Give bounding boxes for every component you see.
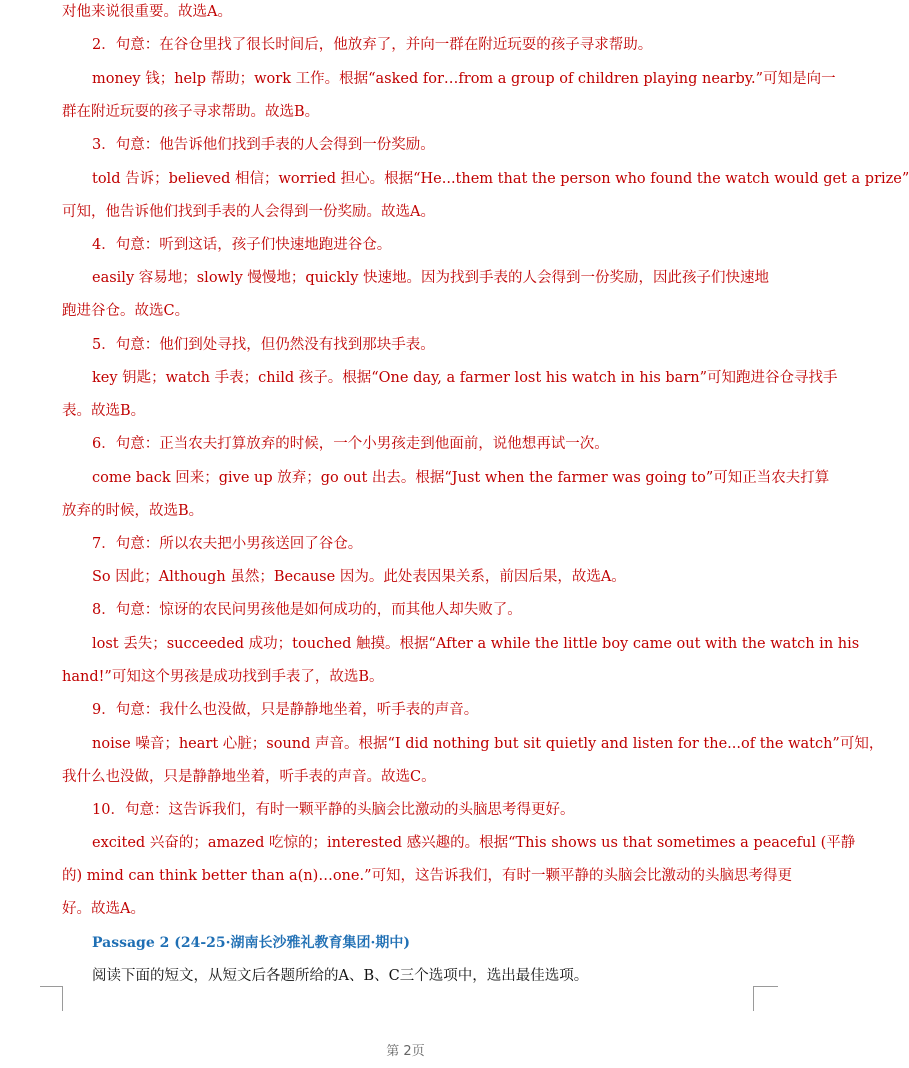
crop-mark-left [40,986,63,1011]
question-9-explanation: noise 噪音；heart 心脏；sound 声音。根据“I did nothing but sit quietly and listen for the...of the watch”可知， [92,736,884,752]
question-8-meaning: 8．句意：惊讶的农民问男孩他是如何成功的，而其他人却失败了。 [92,602,522,618]
question-2-explanation-cont: 群在附近玩耍的孩子寻求帮助。故选B。 [62,104,320,120]
question-7-explanation: So 因此；Although 虽然；Because 因为。此处表因果关系，前因后果，故选A。 [92,569,626,585]
question-2-explanation: money 钱；help 帮助；work 工作。根据“asked for…from a group of children playing nearby.”可知是向一 [92,71,836,87]
question-10-explanation-end: 好。故选A。 [62,901,145,917]
question-3-meaning: 3．句意：他告诉他们找到手表的人会得到一份奖励。 [92,137,435,153]
question-3-explanation-cont: 可知，他告诉他们找到手表的人会得到一份奖励。故选A。 [62,204,435,220]
question-5-explanation-cont: 表。故选B。 [62,403,146,419]
question-6-explanation: come back 回来；give up 放弃；go out 出去。根据“Just when the farmer was going to”可知正当农夫打算 [92,470,830,486]
question-4-meaning: 4．句意：听到这话，孩子们快速地跑进谷仓。 [92,237,392,253]
question-6-explanation-cont: 放弃的时候，故选B。 [62,503,204,519]
question-10-explanation: excited 兴奋的；amazed 吃惊的；interested 感兴趣的。根据“This shows us that sometimes a peaceful (平静 [92,835,856,851]
question-10-explanation-cont: 的) mind can think better than a(n)…one.”可知，这告诉我们，有时一颗平静的头脑会比激动的头脑思考得更 [62,868,792,884]
question-2-meaning: 2．句意：在谷仓里找了很长时间后，他放弃了，并向一群在附近玩耍的孩子寻求帮助。 [92,37,653,53]
answer-line: 对他来说很重要。故选A。 [62,4,232,20]
question-7-meaning: 7．句意：所以农夫把小男孩送回了谷仓。 [92,536,363,552]
question-4-explanation: easily 容易地；slowly 慢慢地；quickly 快速地。因为找到手表的人会得到一份奖励，因此孩子们快速地 [92,270,770,286]
crop-mark-right [753,986,778,1011]
question-10-meaning: 10．句意：这告诉我们，有时一颗平静的头脑会比激动的头脑思考得更好。 [92,802,575,818]
question-9-meaning: 9．句意：我什么也没做，只是静静地坐着，听手表的声音。 [92,702,479,718]
question-6-meaning: 6．句意：正当农夫打算放弃的时候，一个小男孩走到他面前，说他想再试一次。 [92,436,609,452]
question-8-explanation-cont: hand!”可知这个男孩是成功找到手表了，故选B。 [62,669,384,685]
question-5-meaning: 5．句意：他们到处寻找，但仍然没有找到那块手表。 [92,337,435,353]
passage-heading: Passage 2 (24-25·湖南长沙雅礼教育集团·期中) [92,935,411,951]
question-5-explanation: key 钥匙；watch 手表；child 孩子。根据“One day, a farmer lost his watch in his barn”可知跑进谷仓寻找手 [92,370,838,386]
question-8-explanation: lost 丢失；succeeded 成功；touched 触摸。根据“After a while the little boy came out with the watch in his [92,636,860,652]
question-4-explanation-cont: 跑进谷仓。故选C。 [62,303,190,319]
page-number: 第 2页 [386,1044,425,1059]
passage-instruction: 阅读下面的短文，从短文后各题所给的A、B、C三个选项中，选出最佳选项。 [92,968,589,984]
question-9-explanation-cont: 我什么也没做，只是静静地坐着，听手表的声音。故选C。 [62,769,436,785]
question-3-explanation: told 告诉；believed 相信；worried 担心。根据“He...them that the person who found the watch would get a prize” [92,171,909,187]
